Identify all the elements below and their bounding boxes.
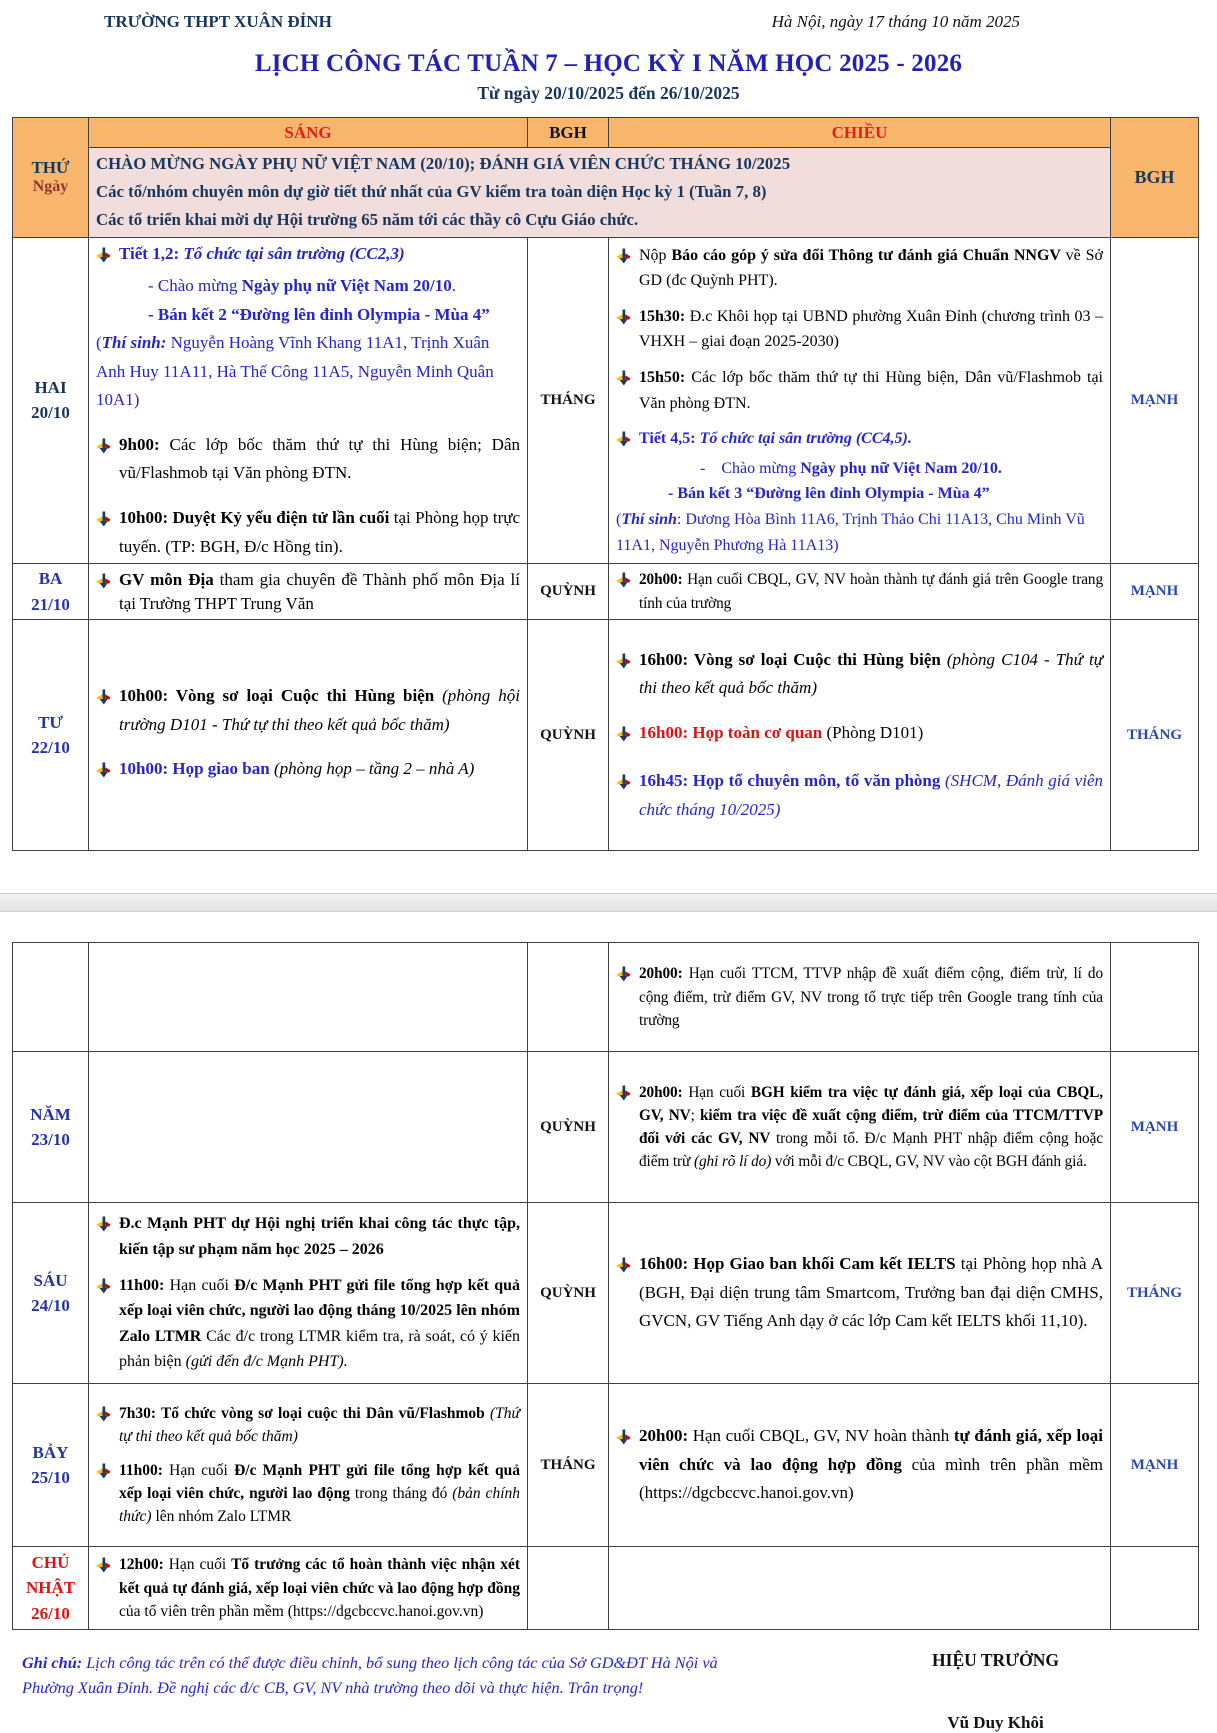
- flag-bullet-icon: [616, 1250, 632, 1336]
- schedule-table-page2: [12, 942, 1199, 1630]
- paragraph: [96, 178, 1103, 206]
- flag-bullet-icon: [96, 240, 112, 273]
- paragraph-text: [639, 962, 1103, 1032]
- text-run: Ngày phụ nữ Việt Nam 20/10.: [800, 459, 1002, 477]
- text-run: : Dương Hòa Bình 11A6, Trịnh Thảo Chi 11A13, Chu Minh Vũ 11A1, Nguyễn Phương Hà 11A13): [616, 510, 1085, 554]
- text-run: 20h00:: [639, 571, 688, 589]
- friday-afternoon-cell: [616, 1250, 1103, 1336]
- paragraph: [616, 481, 1103, 507]
- paragraph: [616, 304, 1103, 355]
- flag-bullet-icon: [616, 646, 632, 703]
- paragraph: [616, 1250, 1103, 1336]
- paragraph-text: [639, 646, 1103, 703]
- paragraph: [616, 507, 1103, 558]
- flag-bullet-icon: [96, 1211, 112, 1262]
- flag-bullet-icon: [96, 1402, 112, 1449]
- table-row: [13, 943, 1199, 1052]
- text-run: Nguyễn Hoàng Vĩnh Khang 11A1, Trịnh Xuân Anh Huy 11A11, Hà Thế Công 11A5, Nguyễn Minh Quân 10A1): [96, 333, 494, 410]
- text-run: 10h00: Họp giao ban: [119, 759, 274, 779]
- school-name: TRƯỜNG THPT XUÂN ĐỈNH: [104, 12, 332, 31]
- day-label-line: 24/10: [31, 1296, 70, 1316]
- text-run: - Chào mừng: [700, 459, 801, 477]
- schedule-table-page1: [12, 117, 1199, 851]
- text-run: tham gia chuyên đề Thành phố môn Địa lí tại Trường THPT Trung Văn: [119, 569, 521, 613]
- day-label-thursday: [20, 1102, 81, 1153]
- footer-note: [22, 1650, 734, 1733]
- flag-bullet-icon: [616, 1081, 632, 1174]
- table-row: [13, 620, 1199, 851]
- paragraph: [616, 365, 1103, 416]
- bgh-duty-left: QUỲNH: [540, 726, 596, 743]
- bgh-duty-right: MẠNH: [1130, 1456, 1179, 1473]
- date-line: Hà Nội, ngày 17 tháng 10 năm 2025: [771, 12, 1020, 31]
- text-run: Các lớp bốc thăm thứ tự thi Hùng biện, Dân vũ/Flashmob tại Văn phòng ĐTN.: [639, 369, 1103, 412]
- text-run: lên nhóm Zalo LTMR: [155, 1508, 292, 1525]
- text-run: 16h00: Vòng sơ loại Cuộc thi Hùng biện: [639, 649, 947, 669]
- week-notice-cell: [89, 148, 1111, 238]
- text-run: ;: [690, 1106, 701, 1124]
- text-run: (: [616, 510, 622, 528]
- paragraph-text: [119, 1553, 520, 1623]
- paragraph: [96, 431, 520, 488]
- paragraph-text: [639, 1422, 1103, 1508]
- text-run: (phòng hội trường D101 - Thứ tự thi theo kết quả bốc thăm): [119, 686, 520, 734]
- bgh-duty-left: THÁNG: [540, 391, 596, 408]
- paragraph-text: [639, 365, 1103, 416]
- text-run: (gửi đến đ/c Mạnh PHT).: [185, 1353, 348, 1371]
- text-run: (Phòng D101): [826, 722, 924, 742]
- text-run: Ngày phụ nữ Việt Nam 20/10: [241, 276, 452, 296]
- week-notice-text: [96, 150, 1103, 235]
- text-run: Đ/c Mạnh PHT gửi file tổng hợp kết quả xếp loại viên chức, người lao động tháng 10/2025 lên nhóm Zalo LTMR: [119, 1276, 521, 1345]
- text-run: Đ/c Mạnh PHT gửi file tổng hợp kết quả xếp loại viên chức, người lao động: [119, 1461, 521, 1502]
- text-run: .: [451, 276, 456, 296]
- flag-bullet-icon: [616, 304, 632, 355]
- text-run: Hạn cuối TTCM, TTVP nhập đề xuất điểm cộng, điểm trừ, lí do cộng điểm, trừ điểm GV, NV trong tổ trực tiếp trên Google trang tính của trường: [639, 965, 1103, 1029]
- paragraph-text: [639, 243, 1103, 294]
- flag-bullet-icon: [616, 568, 632, 615]
- text-run: Các lớp bốc thăm thứ tự thi Hùng biện; Dân vũ/Flashmob tại Văn phòng ĐTN.: [119, 434, 520, 483]
- text-run: tự đánh giá, xếp loại viên chức và lao động hợp đồng: [639, 1426, 1103, 1474]
- paragraph: [96, 150, 1103, 178]
- paragraph: [616, 426, 1103, 456]
- paragraph: [96, 272, 520, 301]
- flag-bullet-icon: [616, 1422, 632, 1508]
- day-label-sunday: [20, 1550, 81, 1627]
- paragraph-text: [119, 1211, 520, 1262]
- text-run: 15h30:: [639, 307, 690, 325]
- paragraph: [96, 1402, 520, 1449]
- flag-bullet-icon: [96, 504, 112, 561]
- paragraph: [616, 962, 1103, 1032]
- text-run: tại Phòng họp trực tuyến. (TP: BGH, Đ/c Hồng tin).: [119, 508, 520, 556]
- paragraph: [616, 767, 1103, 824]
- paragraph-text: [119, 1459, 520, 1529]
- text-run: Tổ chức tại sân trường (CC4,5).: [699, 430, 912, 448]
- paragraph: [616, 1422, 1103, 1508]
- text-run: Hạn cuối: [169, 1461, 235, 1479]
- paragraph: [96, 1553, 520, 1623]
- paragraph-text: [639, 1250, 1103, 1336]
- text-run: Thí sinh: [621, 510, 677, 528]
- flag-bullet-icon: [616, 243, 632, 294]
- monday-morning-cell: [96, 240, 520, 561]
- day-label-tuesday: [20, 566, 81, 617]
- day-label-line: HAI: [34, 377, 67, 397]
- flag-bullet-icon: [96, 682, 112, 739]
- day-label-wednesday: [20, 710, 81, 761]
- paragraph: [96, 1273, 520, 1375]
- column-header-morning: SÁNG: [89, 118, 528, 148]
- bgh-duty-right: THÁNG: [1126, 1284, 1182, 1301]
- signer-name: Vũ Duy Khôi: [947, 1713, 1044, 1733]
- wednesday-afternoon-cell: [616, 646, 1103, 825]
- bgh-duty-right: MẠNH: [1130, 1118, 1179, 1135]
- paragraph: [616, 243, 1103, 294]
- text-run: Lịch công tác trên có thể được điều chỉnh, bổ sung theo lịch công tác của Sở GD&ĐT Hà Nội và Phường Xuân Đỉnh. Đề nghị các đ/c CB, GV, NV nhà trường theo dõi và thực hiện. Trân trọng!: [22, 1653, 718, 1698]
- paragraph: [96, 329, 520, 415]
- paragraph-text: [639, 304, 1103, 355]
- text-run: BGH kiểm tra việc tự đánh giá, xếp loại của CBQL, GV, NV: [639, 1083, 1103, 1124]
- day-label-line: 20/10: [31, 403, 70, 423]
- day-label-line: NHẬT: [25, 1578, 76, 1598]
- column-header-bgh-mid: BGH: [528, 118, 609, 148]
- day-label-line: 25/10: [31, 1468, 70, 1488]
- paragraph: [96, 1459, 520, 1529]
- paragraph-text: [639, 426, 1103, 456]
- text-run: 10h00: Vòng sơ loại Cuộc thi Hùng biện: [119, 686, 443, 706]
- paragraph: [616, 646, 1103, 703]
- day-label-line: 22/10: [31, 738, 70, 758]
- text-run: (phòng C104 - Thứ tự thi theo kết quả bốc thăm): [639, 649, 1103, 698]
- flag-bullet-icon: [96, 755, 112, 788]
- paragraph: [616, 568, 1103, 615]
- text-run: 20h00:: [639, 1083, 689, 1101]
- text-run: Tiết 4,5:: [639, 430, 700, 448]
- text-run: (SHCM, Đánh giá viên chức tháng 10/2025): [639, 771, 1103, 819]
- text-run: CHÀO MỪNG NGÀY PHỤ NỮ VIỆT NAM (20/10); ĐÁNH GIÁ VIÊN CHỨC THÁNG 10/2025: [96, 154, 791, 173]
- text-run: Hạn cuối CBQL, GV, NV hoàn thành tự đánh giá trên Google trang tính của trường: [639, 571, 1103, 612]
- text-run: tại Phòng họp nhà A (BGH, Đại diện trung tâm Smartcom, Trưởng ban đại diện CMHS, GVCN, GV Tiếng Anh dạy ở các lớp Cam kết IELTS khối 11,10).: [639, 1254, 1103, 1331]
- bgh-duty-left: QUỲNH: [540, 1118, 596, 1135]
- paragraph-text: [639, 1081, 1103, 1174]
- paragraph: [616, 1081, 1103, 1174]
- day-label-friday: [20, 1268, 81, 1319]
- saturday-morning-cell: [96, 1402, 520, 1528]
- paragraph-text: [119, 755, 520, 788]
- text-run: trong mỗi tổ. Đ/c Mạnh PHT nhập điểm cộng hoặc điểm trừ: [639, 1130, 1103, 1171]
- text-run: Tổ chức tại sân trường (CC2,3): [183, 243, 405, 263]
- paragraph: [96, 568, 520, 616]
- text-run: - Bán kết 2 “Đường lên đỉnh Olympia - Mùa 4”: [148, 304, 490, 324]
- flag-bullet-icon: [96, 1553, 112, 1623]
- paragraph: [96, 504, 520, 561]
- bgh-duty-left: QUỲNH: [540, 583, 596, 600]
- paragraph-text: [119, 431, 520, 488]
- text-run: 16h00: Họp Giao ban khối Cam kết IELTS: [639, 1254, 961, 1274]
- page-break-divider: [0, 893, 1217, 912]
- wednesday-morning-cell: [96, 682, 520, 788]
- text-run: Ghi chú:: [22, 1653, 87, 1673]
- text-run: Hạn cuối: [169, 1276, 235, 1294]
- flag-bullet-icon: [96, 1273, 112, 1375]
- table-row: [13, 1547, 1199, 1630]
- table-row: [13, 1052, 1199, 1203]
- sunday-morning-cell: [96, 1553, 520, 1623]
- text-run: Hạn cuối CBQL, GV, NV hoàn thành: [692, 1426, 954, 1446]
- text-run: 12h00:: [119, 1556, 169, 1574]
- flag-bullet-icon: [96, 568, 112, 616]
- text-run: Hạn cuối: [688, 1083, 751, 1101]
- thursday-afternoon-cell: [616, 1081, 1103, 1174]
- text-run: Hạn cuối: [168, 1556, 232, 1574]
- continuation-afternoon-cell: [616, 962, 1103, 1032]
- day-label-line: TƯ: [38, 712, 63, 732]
- text-run: Tổ trưởng các tổ hoàn thành việc nhận xét kết quả tự đánh giá, xếp loại viên chức và lao động hợp đồng: [119, 1556, 520, 1597]
- text-run: 9h00:: [119, 434, 170, 454]
- text-run: của tổ viên trên phần mềm (https://dgcbccvc.hanoi.gov.vn): [119, 1602, 484, 1620]
- text-run: - Bán kết 3 “Đường lên đỉnh Olympia - Mùa 4”: [668, 485, 990, 503]
- text-run: Nộp: [639, 246, 672, 264]
- paragraph: [96, 755, 520, 788]
- day-label-saturday: [20, 1440, 81, 1491]
- table-row: [13, 564, 1199, 620]
- text-run: 20h00:: [639, 1426, 693, 1446]
- document-footer: [22, 1650, 1197, 1733]
- paragraph-text: [119, 1273, 520, 1375]
- text-run: trong tháng đó: [354, 1484, 453, 1502]
- text-run: 16h00: Họp toàn cơ quan: [639, 722, 827, 742]
- paragraph: [96, 240, 520, 273]
- text-run: Các đ/c trong LTMR kiểm tra, rà soát, có ý kiến phản biện: [119, 1327, 520, 1371]
- text-run: Các tổ triển khai mời dự Hội trường 65 năm tới các thầy cô Cựu Giáo chức.: [96, 210, 639, 230]
- day-label-line: NĂM: [30, 1104, 71, 1124]
- flag-bullet-icon: [616, 962, 632, 1032]
- bgh-duty-left: QUỲNH: [540, 1284, 596, 1301]
- flag-bullet-icon: [96, 1459, 112, 1529]
- paragraph: [616, 719, 1103, 752]
- text-run: 7h30: Tổ chức vòng sơ loại cuộc thi Dân vũ/Flashmob: [119, 1405, 490, 1422]
- day-label-line: 23/10: [31, 1130, 70, 1150]
- bgh-duty-left: THÁNG: [540, 1456, 596, 1473]
- text-run: kiểm tra việc đề xuất cộng điểm, trừ điểm của TTCM/TTVP đối với các GV, NV: [639, 1106, 1103, 1148]
- bgh-duty-right: MẠNH: [1130, 391, 1179, 408]
- table-row: [13, 1203, 1199, 1384]
- paragraph: [96, 301, 520, 330]
- saturday-afternoon-cell: [616, 1422, 1103, 1508]
- text-run: về Sở GD (đc Quỳnh PHT).: [639, 246, 1103, 290]
- page-title: LỊCH CÔNG TÁC TUẦN 7 – HỌC KỲ I NĂM HỌC 2025 - 2026: [254, 50, 963, 77]
- column-header-afternoon: CHIỀU: [609, 118, 1111, 148]
- signature-block: [734, 1650, 1197, 1733]
- text-run: Đ.c Khôi họp tại UBND phường Xuân Đỉnh (chương trình 03 – VHXH – giai đoạn 2025-2030): [639, 307, 1103, 351]
- tuesday-morning-cell: [96, 568, 520, 616]
- document-header: [0, 0, 1217, 32]
- bgh-duty-right: THÁNG: [1126, 726, 1182, 743]
- ngay-label: Ngày: [32, 178, 69, 196]
- day-label-line: SÁU: [33, 1270, 68, 1290]
- paragraph-text: [119, 240, 520, 273]
- text-run: Báo cáo góp ý sửa đổi Thông tư đánh giá Chuẩn NNGV: [671, 246, 1066, 264]
- day-label-monday: [20, 375, 81, 426]
- text-run: Các tổ/nhóm chuyên môn dự giờ tiết thứ nhất của GV kiểm tra toàn diện Học kỳ 1 (Tuần 7, 8): [96, 182, 767, 202]
- text-run: GV môn Địa: [119, 569, 220, 589]
- text-run: của mình trên phần mềm (https://dgcbccvc.hanoi.gov.vn): [639, 1454, 1103, 1503]
- paragraph: [616, 456, 1103, 482]
- text-run: (ghi rõ lí do): [693, 1153, 775, 1171]
- text-run: 20h00:: [639, 965, 689, 983]
- day-label-line: 26/10: [31, 1603, 70, 1623]
- monday-afternoon-cell: [616, 243, 1103, 559]
- paragraph-text: [119, 568, 520, 616]
- flag-bullet-icon: [616, 365, 632, 416]
- text-run: (Thứ tự thi theo kết quả bốc thăm): [119, 1405, 520, 1446]
- text-run: Đ.c Mạnh PHT dự Hội nghị triển khai công tác thực tập, kiến tập sư phạm năm học 2025 – 2026: [119, 1215, 520, 1258]
- text-run: Thí sinh:: [101, 333, 167, 353]
- column-header-bgh-right: BGH: [1111, 118, 1199, 238]
- paragraph: [96, 682, 520, 739]
- text-run: 16h45: Họp tổ chuyên môn, tổ văn phòng: [639, 771, 946, 791]
- day-label-line: BA: [38, 569, 63, 589]
- text-run: 11h00:: [119, 1276, 170, 1294]
- friday-morning-cell: [96, 1211, 520, 1375]
- tuesday-afternoon-cell: [616, 568, 1103, 615]
- signer-role: HIỆU TRƯỞNG: [932, 1650, 1059, 1671]
- paragraph-text: [119, 504, 520, 561]
- bgh-duty-right: MẠNH: [1130, 583, 1179, 600]
- page-subtitle: Từ ngày 20/10/2025 đến 26/10/2025: [477, 83, 740, 103]
- paragraph: [96, 1211, 520, 1262]
- thu-label: THỨ: [31, 158, 70, 178]
- day-label-line: BẢY: [32, 1442, 69, 1462]
- text-run: Tiết 1,2:: [119, 243, 184, 263]
- table-row: [13, 1384, 1199, 1547]
- text-run: với mỗi đ/c CBQL, GV, NV vào cột BGH đánh giá.: [774, 1153, 1087, 1171]
- paragraph-text: [119, 1402, 520, 1449]
- text-run: 15h50:: [639, 369, 692, 386]
- column-header-thu-ngay: [13, 118, 89, 238]
- flag-bullet-icon: [96, 431, 112, 488]
- flag-bullet-icon: [616, 767, 632, 824]
- text-run: - Chào mừng: [148, 276, 242, 296]
- paragraph: [96, 206, 1103, 234]
- day-label-line: CHỦ: [31, 1552, 70, 1572]
- paragraph-text: [639, 719, 1103, 752]
- day-label-line: 21/10: [31, 594, 70, 614]
- text-run: (phòng họp – tầng 2 – nhà A): [273, 759, 475, 779]
- flag-bullet-icon: [616, 719, 632, 752]
- text-run: (: [96, 333, 102, 353]
- text-run: 11h00:: [119, 1461, 170, 1479]
- flag-bullet-icon: [616, 426, 632, 456]
- paragraph-text: [119, 682, 520, 739]
- text-run: (bản chính thức): [119, 1484, 520, 1525]
- text-run: 10h00: Duyệt Kỷ yếu điện tử lần cuối: [119, 508, 394, 528]
- paragraph: [22, 1650, 734, 1701]
- paragraph-text: [639, 568, 1103, 615]
- table-row: [13, 237, 1199, 563]
- paragraph-text: [639, 767, 1103, 824]
